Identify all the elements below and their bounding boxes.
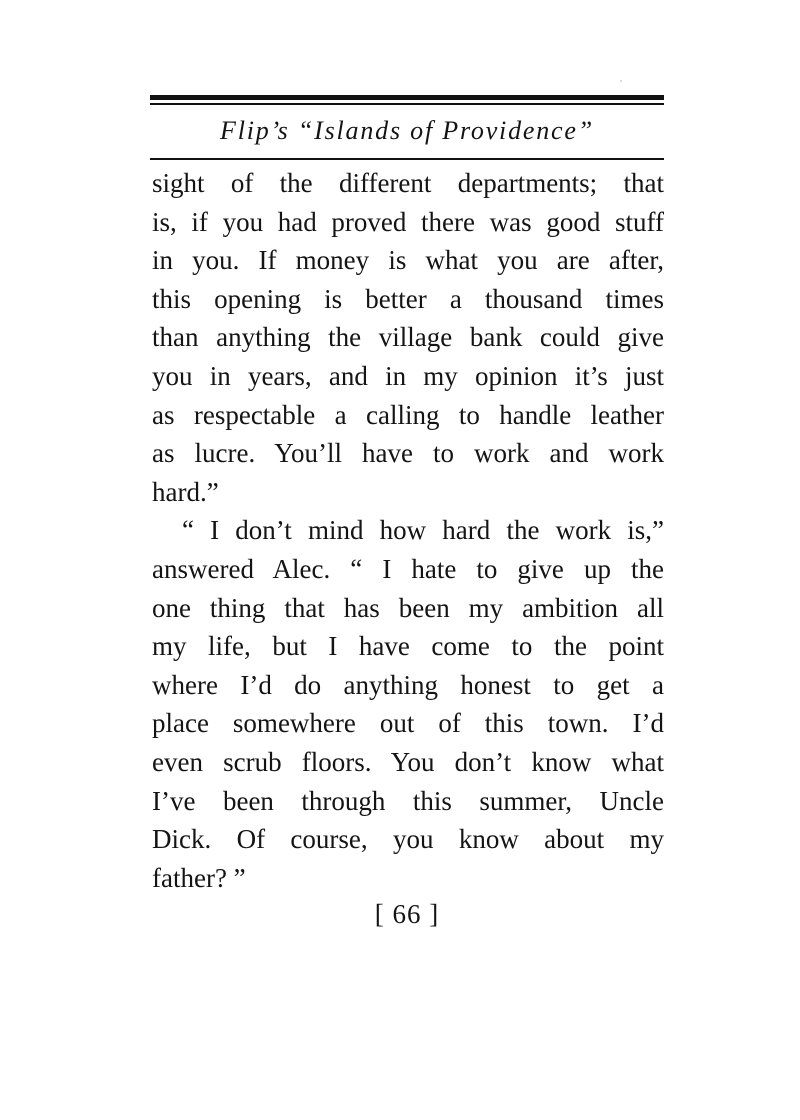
text-line: as respectable a calling to handle leather [152,399,664,430]
header-rule-thick [150,95,664,100]
text-line: you in years, and in my opinion it’s just [152,360,664,391]
text-line: than anything the village bank could give [152,322,664,353]
text-line: this opening is better a thousand times [152,283,664,314]
text-line: where I’d do anything honest to get a [152,669,664,700]
body-text [152,164,664,897]
text-line: place somewhere out of this town. I’d [152,708,664,739]
paper-speck [620,80,622,82]
header-underline-rule [150,158,664,160]
text-line: Dick. Of course, you know about my [152,824,664,855]
text-line: father? ” [152,862,246,893]
text-line: is, if you had proved there was good stuff [152,206,664,237]
text-line: even scrub floors. You don’t know what [152,746,664,777]
text-line: my life, but I have come to the point [152,631,664,662]
text-line: hard.” [152,476,219,507]
running-title: Flip’s “Islands of Providence” [220,116,594,145]
text-line: one thing that has been my ambition all [152,592,664,623]
text-line: “ I don’t mind how hard the work is,” [182,515,664,546]
text-line: in you. If money is what you are after, [152,245,664,276]
text-line: I’ve been through this summer, Uncle [152,785,664,816]
page-number: [ 66 ] [374,899,440,929]
text-line: as lucre. You’ll have to work and work [152,438,664,469]
header-rule-thin [150,103,664,105]
text-line: answered Alec. “ I hate to give up the [152,553,664,584]
text-line: sight of the different departments; that [152,168,664,198]
